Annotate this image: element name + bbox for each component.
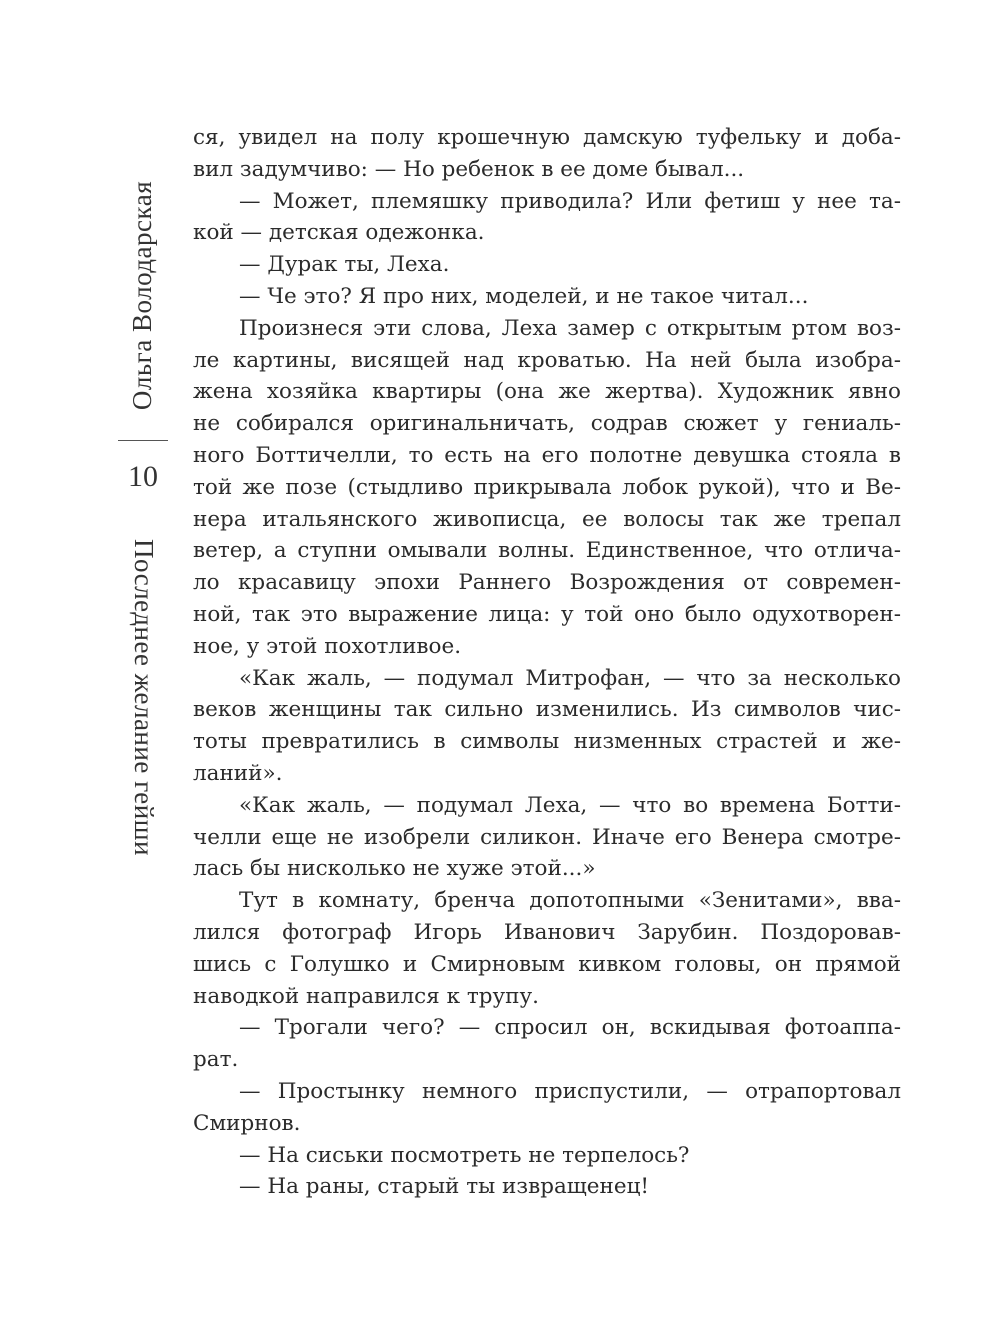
text-line: ло красавицу эпохи Раннего Возрождения от современ- (193, 570, 901, 596)
text-line: ное, у этой похотливое. (193, 633, 462, 659)
text-line: — Дурак ты, Леха. (239, 252, 450, 278)
text-line: ланий». (193, 760, 283, 786)
text-line: шись с Голушко и Смирновым кивком головы, он прямой (193, 951, 901, 977)
text-line: кой — детская одежонка. (193, 220, 485, 246)
text-line: — Трогали чего? — спросил он, вскидывая фотоаппа- (239, 1015, 901, 1041)
body-text (193, 122, 901, 1203)
text-line: Тут в комнату, бренча допотопными «Зенитами», вва- (239, 888, 901, 914)
text-line: наводкой направился к трупу. (193, 983, 539, 1009)
text-line: челли еще не изобрели силикон. Иначе его Венера смотре- (193, 824, 901, 850)
text-line: — Может, племяшку приводила? Или фетиш у нее та- (239, 188, 901, 214)
text-line: — На раны, старый ты извращенец! (239, 1174, 650, 1200)
page-number: 10 (128, 460, 158, 493)
text-line: ветер, а ступни омывали волны. Единственное, что отлича- (193, 538, 901, 564)
running-head-author (118, 160, 168, 430)
text-line: тоты превратились в символы низменных страстей и же- (193, 729, 901, 755)
text-line: лился фотограф Игорь Иванович Зарубин. Поздоровав- (193, 919, 901, 945)
running-head-rule (118, 440, 168, 441)
author-name: Ольга Володарская (127, 180, 158, 410)
text-line: Произнеся эти слова, Леха замер с открытым ртом воз- (239, 315, 901, 341)
running-head (118, 160, 168, 880)
text-line: рат. (193, 1047, 239, 1073)
text-line: веков женщины так сильно изменились. Из символов чис- (193, 697, 901, 723)
text-line: ного Боттичелли, то есть на его полотне девушка стояла в (193, 442, 901, 468)
text-line: лась бы нисколько не хуже этой...» (193, 856, 596, 882)
text-line: нера итальянского живописца, ее волосы так же трепал (193, 506, 901, 532)
text-line: ле картины, висящей над кроватью. На ней была изобра- (193, 347, 901, 373)
running-head-title (118, 515, 168, 880)
book-title: Последнее желание гейши (128, 539, 159, 856)
text-line: — Простынку немного приспустили, — отрапортовал (239, 1078, 901, 1104)
text-line: ной, так это выражение лица: у той оно было одухотворен- (193, 601, 901, 627)
text-line: — Че это? Я про них, моделей, и не такое читал... (239, 283, 809, 309)
text-line: той же позе (стыдливо прикрывала лобок рукой), что и Ве- (193, 474, 901, 500)
text-line: «Как жаль, — подумал Митрофан, — что за несколько (239, 665, 901, 691)
text-line: вил задумчиво: — Но ребенок в ее доме бывал... (193, 156, 745, 182)
text-line: жена хозяйка квартиры (она же жертва). Художник явно (193, 379, 901, 405)
text-line: «Как жаль, — подумал Леха, — что во времена Ботти- (239, 792, 901, 818)
text-line: ся, увидел на полу крошечную дамскую туфельку и доба- (193, 125, 901, 150)
text-line: — На сиськи посмотреть не терпелось? (239, 1142, 690, 1168)
text-line: не собирался оригинальничать, содрав сюжет у гениаль- (193, 411, 901, 437)
text-line: Смирнов. (193, 1110, 301, 1136)
